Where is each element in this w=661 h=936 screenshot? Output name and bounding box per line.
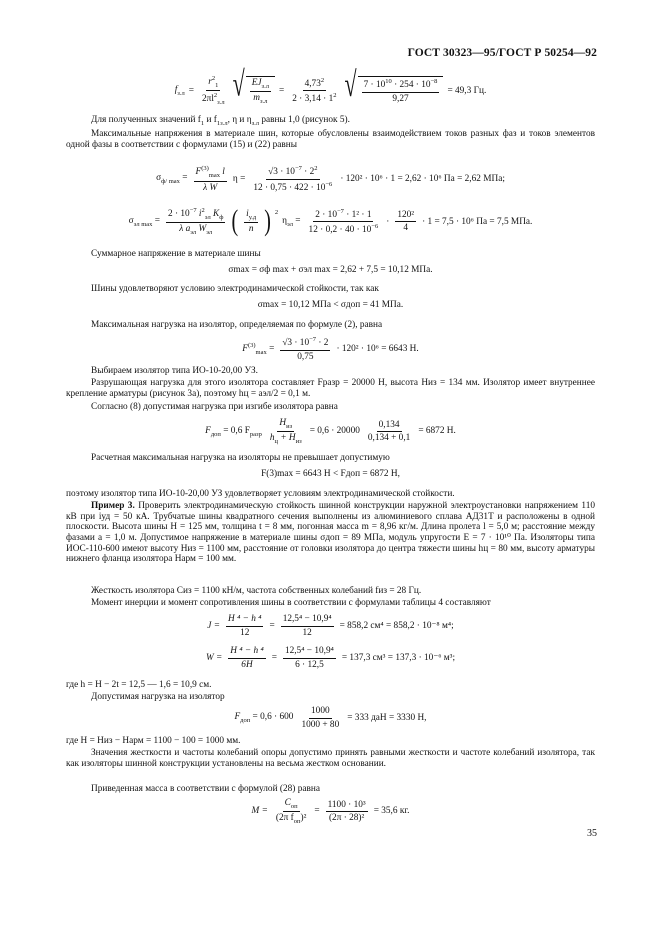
text-moments: Момент инерции и момент сопротивления шины в соответствии с формулами таблицы 4 составляют (91, 598, 491, 608)
text-max-load: Максимальная нагрузка на изолятор, определяемая по формуле (2), равна (91, 320, 383, 330)
equation-sigma-phase: $\sigma_{ф/ max}$ = $\frac{F^{(3)}_{max} l}{\text{λ W}}$ η = $\frac{√3 \cdot 10^{-7} \cdot 2^2}{12 \cdot 0,75 \cdot 422 \cdot 10^{-6}}$ · 120² · 10⁶ · 1 = 2,62 · 10⁶ Па = 2,62 МПа; (156, 165, 505, 193)
text-allowable-load-2: Допустимая нагрузка на изолятор (91, 692, 225, 702)
text-condition: Шины удовлетворяют условию электродинамической стойкости, так как (91, 284, 379, 294)
equation-frequency: $f_{з.л}$ = $\frac{r^2_1}{2\pi l^2_{з.л}}$ √ $\frac{EJ_{з.л}}{m_{з.л}}$ = $\frac{4,73^2}{2 \cdot 3,14 \cdot 1^2}$ √ $\frac{7 \cdot 10^{10} \cdot 254 \cdot 10^{-8}}{9,27}$ = 49,3 Гц. (174, 63, 487, 107)
equation-sigma-element: $\sigma_{эл max}$ = $\frac{2 \cdot 10^{-7} i^2_{эл} K_ф}{\lambda a_{эл} W_{эл}}$ ( $\frac{i_{у.д}}{n}$ ) $^2$ $\eta_{эл}$ = $\frac{2 \cdot 10^{-7} \cdot 1^2 \cdot 1}{12 \cdot 0,2 \cdot 40 \cdot 10^{-6}}$ · $\frac{\text{120²}}{4}$ · 1 = 7,5 · 10⁶ Па = 7,5 МПа. (128, 204, 533, 238)
text-example-3: Пример 3. Проверить электродинамическую стойкость шинной конструкции наружной электроустановки напряжением 110 кВ при iуд = 50 кА. Трубчатые шины квадратного сечения выполнены из алюминиевого сплава АД31Т и расположены в одной плоскости. Высота шины H = 125 мм, толщина t = 8 мм, погонная масса m = 8,96 кг/м. Длина пролета l = 5,0 м; расстояние между фазами a = 1,0 м. Допустимое напряжение в материале шины σдоп = 89 МПа, модуль упругости E = 7 · 10¹⁰ Па. Изоляторы типа ИОС-110-600 имеют высоту Hиз = 1100 мм, расстояние от головки изолятора до центра тяжести шины hц = 80 мм, высоту арматуры нижнего фланца изолятора Hарм = 100 мм. (66, 501, 595, 565)
page-number: 35 (587, 828, 597, 839)
text-total-stress: Суммарное напряжение в материале шины (91, 249, 261, 259)
equation-reduced-mass: M = $\frac{C_{оп}}{(2\pi f_{оп})^2}$ = $\frac{\text{1100 · 10³}}{\text{(2π · 28)²}}$ = 35,6 кг. (251, 798, 410, 826)
text-max-stress-intro: Максимальные напряжения в материале шин, которые обусловлены взаимодействием токов разных фаз и токов элементов одной фазы в соответствии с формулами (15) и (22) равны (66, 129, 595, 150)
equation-section-modulus: W = $\frac{\text{H ⁴ − h ⁴}}{6H}$ = $\frac{\text{12,5⁴ − 10,9⁴}}{6 \cdot 12,5}$ = 137,3 см³ = 137,3 · 10⁻⁶ м³; (205, 646, 456, 670)
equation-load-check: F(3)max = 6643 Н < Fдоп = 6872 Н, (261, 469, 400, 479)
text-H-definition: где H = Hиз − Hарм = 1100 − 100 = 1000 мм. (66, 736, 241, 746)
text-values-note: Для полученных значений $f_1$ и $f_{1з.л}$, η и $\eta_{з.л}$ равны 1,0 (рисунок 5). (91, 115, 350, 127)
text-h-definition: где h = H − 2t = 12,5 — 1,6 = 10,9 см. (66, 680, 212, 690)
text-insulator-choice: Выбираем изолятор типа ИО-10-20,00 УЗ. (91, 366, 258, 376)
equation-inertia: J = $\frac{\text{H ⁴ − h ⁴}}{12}$ = $\frac{\text{12,5⁴ − 10,9⁴}}{12}$ = 858,2 см⁴ = 858,2 · 10⁻⁸ м⁴; (207, 614, 454, 638)
equation-condition: σmax = 10,12 МПа < σдоп = 41 МПа. (257, 300, 404, 310)
equation-allowable-load-2: $F_{доп} = 0,6 \cdot 600$ $\frac{1000}{1000 + 80}$ = 333 даН = 3330 Н, (234, 706, 427, 730)
text-load-check: Расчетная максимальная нагрузка на изоляторы не превышает допустимую (91, 453, 390, 463)
text-reduced-mass: Приведенная масса в соответствии с формулой (28) равна (91, 784, 320, 794)
text-conclusion: поэтому изолятор типа ИО-10-20,00 УЗ удовлетворяет условиям электродинамической стойкости. (66, 489, 455, 499)
text-stiffness: Жесткость изолятора Cиз = 1100 кН/м, частота собственных колебаний fиз = 28 Гц. (91, 586, 422, 596)
page-header: ГОСТ 30323—95/ГОСТ Р 50254—92 (407, 47, 597, 59)
text-breaking-load: Разрушающая нагрузка для этого изолятора составляет Fразр = 20000 Н, высота Hиз = 134 мм. Изолятор имеет внутреннее крепление арматуры (рисунок 3а), поэтому hц = aэл/2 = 0,1 м. (66, 378, 595, 399)
equation-max-load: $F^{(3)}_{max}$ = $\frac{√3 \cdot 10^{-7} \cdot 2}{0,75}$ · 120² · 10⁶ = 6643 Н. (242, 336, 419, 362)
equation-allowable-load: $F_{доп} = 0,6$ $F_{разр}$ $\frac{H_{из}}{h_ц + H_{из}}$ = 0,6 · 20000 $\frac{0,134}{0,134 + 0,1}$ = 6872 Н. (205, 418, 456, 446)
text-allowable-intro: Согласно (8) допустимая нагрузка при изгибе изолятора равна (91, 402, 338, 412)
equation-total-stress: σmax = σф max + σэл max = 2,62 + 7,5 = 10,12 МПа. (228, 265, 433, 275)
text-stiffness-assumption: Значения жесткости и частоты колебаний опоры допустимо принять равными жесткости и частоте колебаний изолятора, так как изоляторы шинной конструкции установлены на весьма жестком основании. (66, 748, 595, 769)
